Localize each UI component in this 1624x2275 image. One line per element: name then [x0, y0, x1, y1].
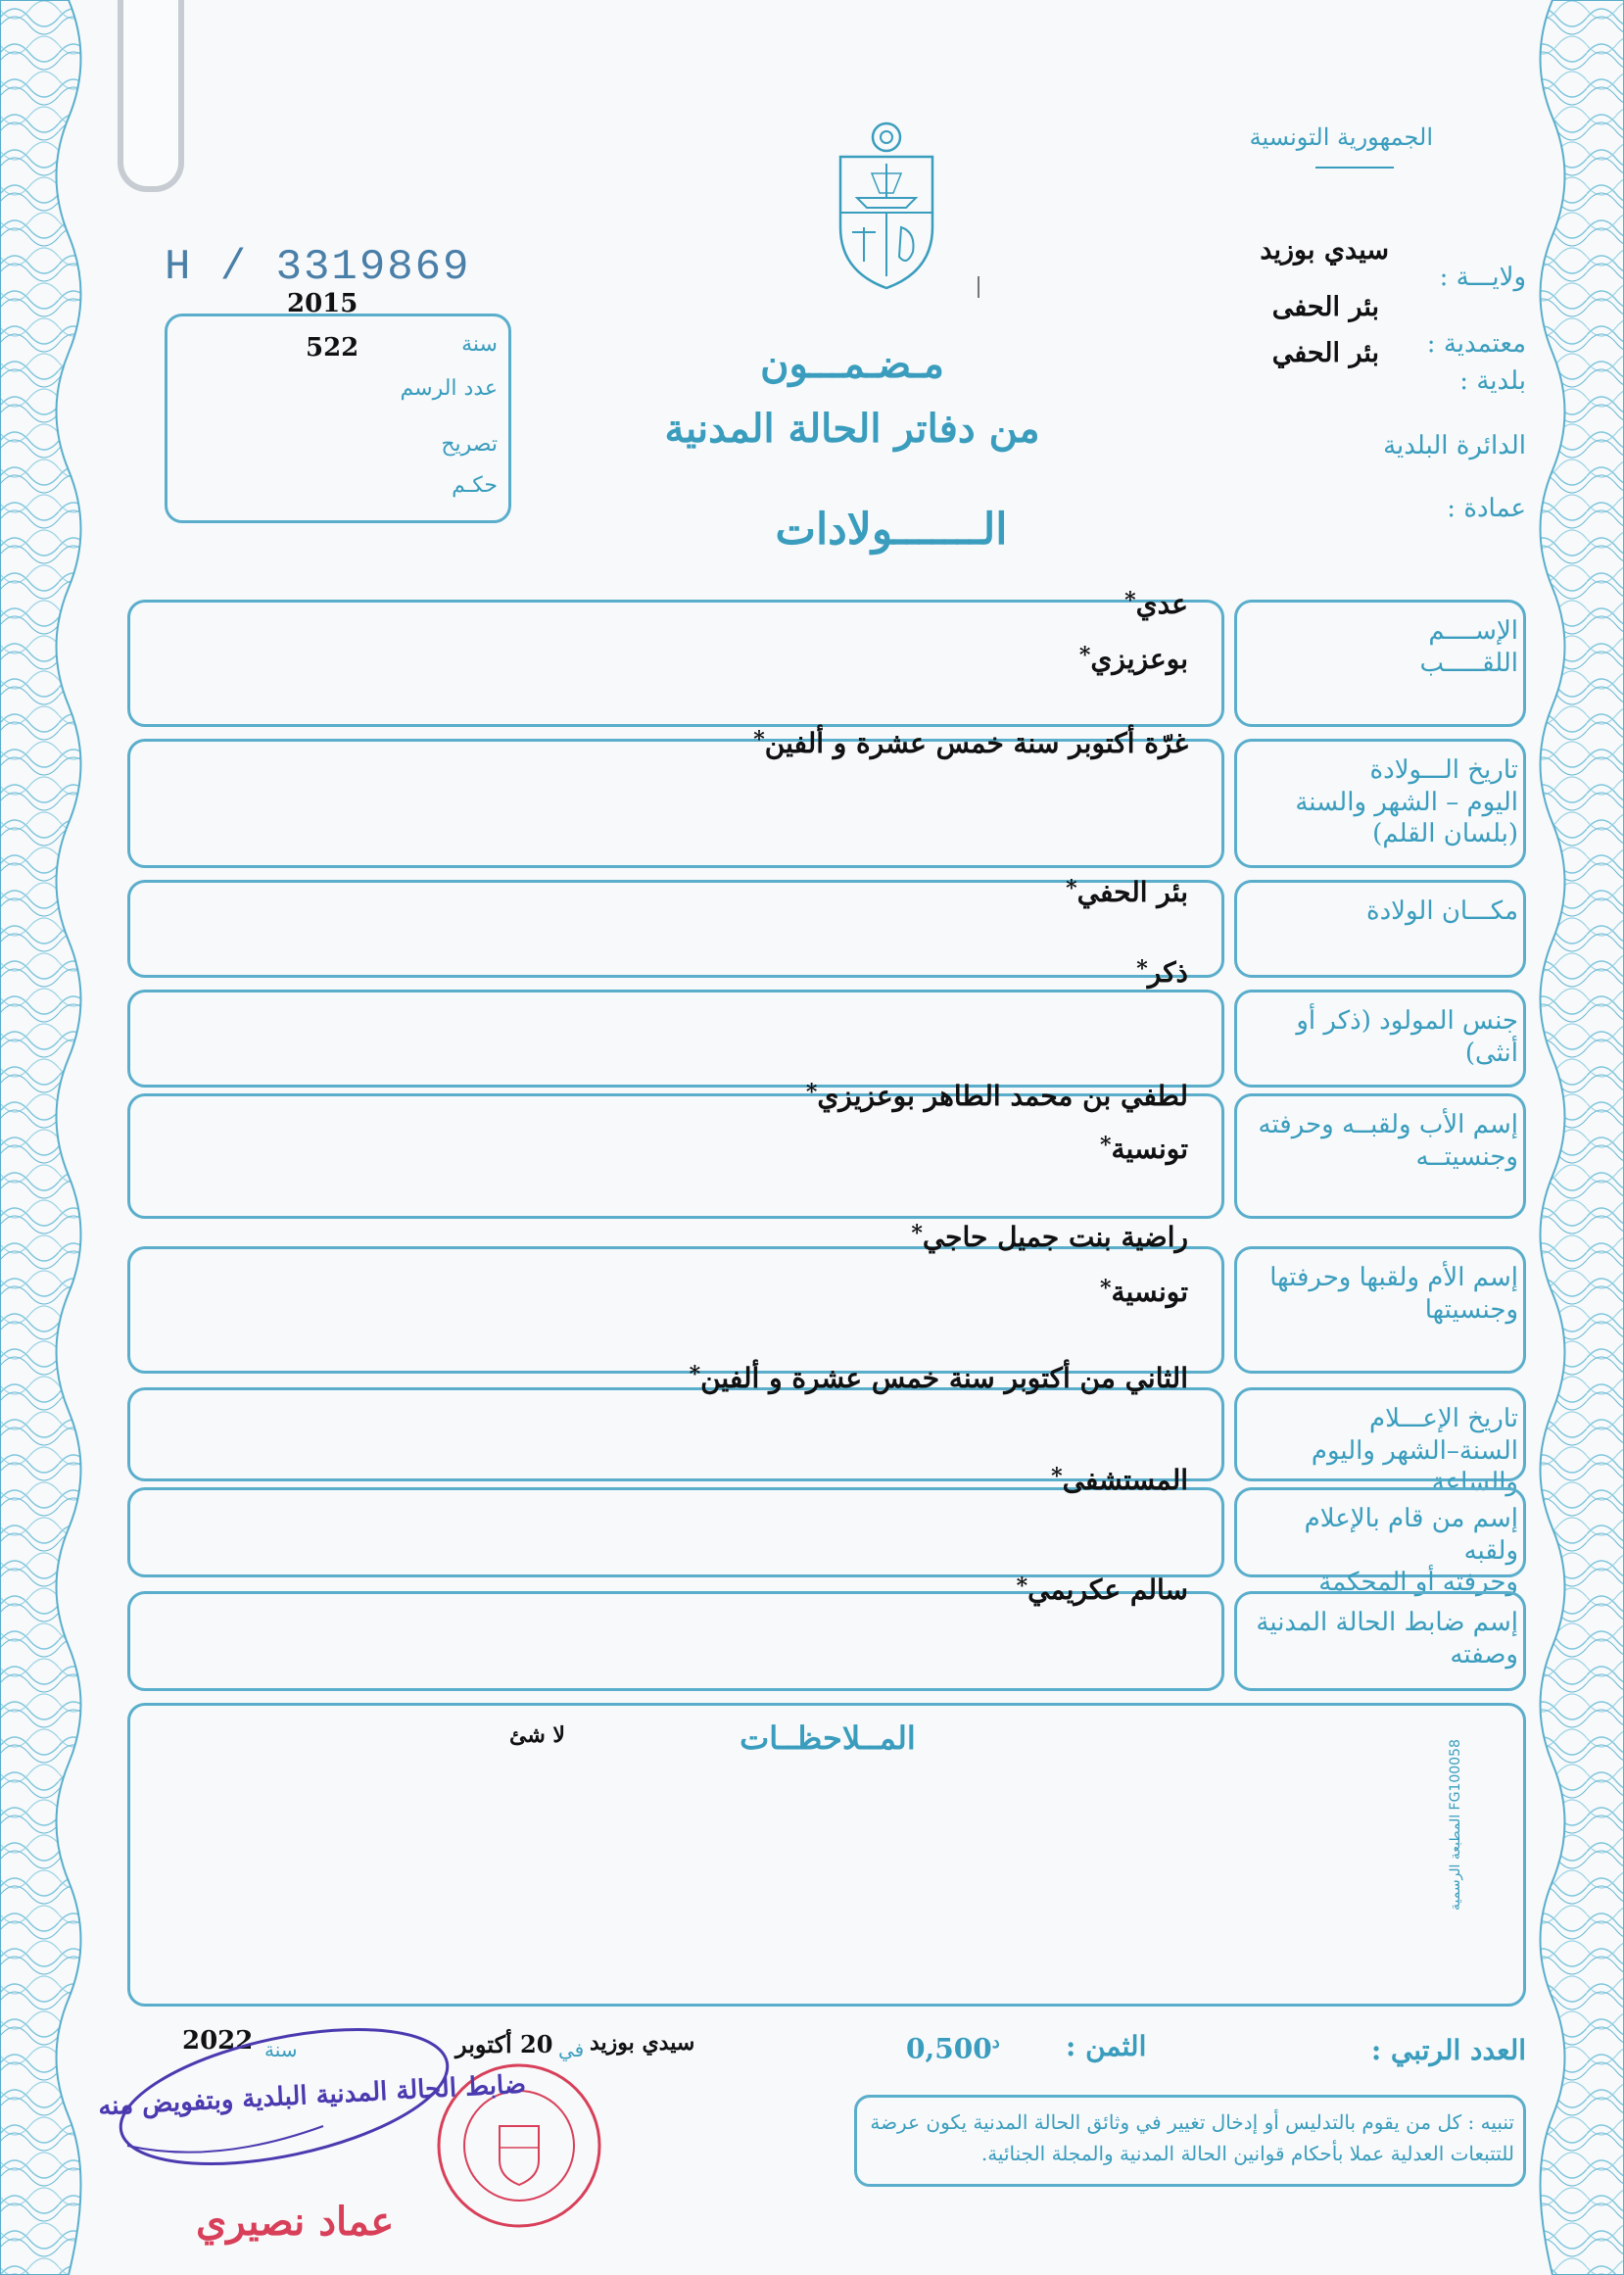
title-civil-registers: من دفاتر الحالة المدنية	[664, 406, 1040, 452]
field-value-text: تونسية	[1111, 1133, 1188, 1165]
field-label-box	[1234, 880, 1526, 978]
issue-year: 2022	[182, 2026, 254, 2056]
asterisk-mark: *	[753, 727, 765, 752]
baladia-label: بلدية :	[1459, 366, 1526, 396]
republic-heading: الجمهورية التونسية	[1249, 123, 1433, 151]
field-value-text: بوعزيزي	[1090, 643, 1188, 675]
wilaya-value: سيدي بوزيد	[1260, 235, 1389, 266]
warning-text: تنبيه : كل من يقوم بالتدليس أو إدخال تغيير في وثائق الحالة المدنية يكون عرضة للتتبعات العدلية عملا بأحكام قوانين الحالة المدنية والمجلة الجنائية.	[870, 2110, 1514, 2165]
field-value-box	[127, 1246, 1224, 1374]
field-value	[911, 1221, 1188, 1253]
field-label: إسم من قام بالإعلام ولقبه وحرفته أو المحكمة	[1304, 1504, 1518, 1597]
register-year-label: سنة	[461, 332, 498, 357]
asterisk-mark: *	[689, 1362, 701, 1387]
field-value-text: راضية بنت جميل حاجي	[922, 1221, 1188, 1253]
field-label: الإســــم اللقـــــب	[1419, 616, 1518, 678]
mootamadia-value: بئر الحفى	[1271, 292, 1379, 322]
stamp-text: ضابط الحالة المدنية البلدية وبتفويض منه	[97, 2069, 527, 2122]
asterisk-mark: *	[1136, 956, 1148, 982]
price-value	[906, 2032, 1000, 2064]
field-label: إسم الأب ولقبــه وحرفته وجنسيتــه	[1258, 1110, 1518, 1172]
field-value-box	[127, 880, 1224, 978]
remarks-label: المــلاحظــات	[740, 1719, 916, 1757]
field-label: جنس المولود (ذكر أو أنثى)	[1296, 1006, 1518, 1068]
price-unit: د	[991, 2032, 1000, 2053]
paperclip	[118, 0, 184, 192]
asterisk-mark: *	[1124, 588, 1136, 613]
field-value	[806, 1080, 1188, 1112]
asterisk-mark: *	[1099, 1276, 1112, 1301]
register-declaration-label: تصريح	[441, 432, 498, 457]
field-value-text: غرّة أكتوبر سنة خمس عشرة و ألفين	[764, 727, 1188, 759]
issue-year-label: سنة	[264, 2038, 298, 2061]
field-value-box	[127, 1487, 1224, 1577]
asterisk-mark: *	[1066, 876, 1077, 901]
field-value-text: عدي	[1135, 588, 1188, 620]
baladia-value: بئر الحفي	[1271, 338, 1379, 368]
asterisk-mark: *	[911, 1221, 923, 1246]
asterisk-mark: *	[1016, 1573, 1028, 1599]
register-number-value: 522	[306, 333, 359, 363]
field-value-text: لطفي بن محمد الطاهر بوعزيزي	[817, 1080, 1188, 1112]
field-value-text: بئر الحفي	[1076, 876, 1188, 908]
field-value	[1051, 1464, 1188, 1496]
serial-year: 2015	[287, 289, 358, 318]
register-judgment-label: حكـم	[452, 473, 498, 498]
field-value-text: الثاني من أكتوبر سنة خمس عشرة و ألفين	[700, 1362, 1188, 1394]
remarks-value: لا شئ	[509, 1722, 565, 1748]
asterisk-mark: *	[1051, 1464, 1063, 1489]
mootamadia-label: معتمدية :	[1426, 329, 1526, 359]
price-label: الثمن :	[1066, 2030, 1147, 2062]
field-value	[1100, 1276, 1188, 1308]
register-number-label: عدد الرسم	[400, 376, 498, 401]
price-amount: 0,500	[906, 2032, 992, 2065]
field-label: تاريخ الإعـــلام السنة–الشهر واليوم والساعة	[1311, 1404, 1518, 1497]
field-value	[1100, 1133, 1188, 1165]
field-label: إسم الأم ولقبها وحرفتها وجنسيتها	[1269, 1263, 1518, 1325]
fold-mark	[978, 276, 979, 298]
field-value-text: سالم عكريمي	[1027, 1573, 1188, 1606]
printer-mark: المطبعة الرسمية FG100058	[1448, 1739, 1463, 1911]
title-madmoun: مـضـمـــون	[760, 341, 944, 387]
field-value	[1079, 643, 1188, 675]
daira-label: الدائرة البلدية	[1383, 431, 1526, 460]
field-value	[1136, 956, 1188, 989]
field-label: تاريخ الـــولادة اليوم – الشهر والسنة (بلسان القلم)	[1295, 755, 1518, 848]
field-value	[753, 727, 1188, 759]
asterisk-mark: *	[1078, 643, 1091, 668]
field-value-box	[127, 1093, 1224, 1219]
asterisk-mark: *	[1099, 1133, 1112, 1158]
republic-divider	[1315, 167, 1394, 169]
issue-date: 20 أكتوبر	[455, 2030, 553, 2058]
signer-name: عماد نصيري	[196, 2199, 395, 2245]
field-value	[690, 1362, 1188, 1394]
field-value-text: ذكر	[1147, 956, 1188, 989]
field-label: إسم ضابط الحالة المدنية وصفته	[1256, 1608, 1518, 1670]
order-number-label: العدد الرتبي :	[1370, 2034, 1526, 2066]
wilaya-label: ولايـــة :	[1439, 263, 1526, 292]
field-value-text: تونسية	[1111, 1276, 1188, 1308]
field-value-box	[127, 990, 1224, 1088]
field-value	[1124, 588, 1188, 620]
field-label: مكـــان الولادة	[1365, 896, 1518, 926]
asterisk-mark: *	[805, 1080, 818, 1105]
field-value-text: المستشفى	[1062, 1464, 1188, 1496]
serial-number: H / 3319869	[165, 243, 471, 292]
issue-in-label: في	[558, 2038, 585, 2061]
omada-label: عمادة :	[1447, 494, 1526, 523]
title-births: الـــــــولادات	[775, 505, 1008, 555]
coat-of-arms-icon	[833, 120, 940, 291]
field-value	[1017, 1573, 1188, 1606]
field-value-box	[127, 600, 1224, 727]
issue-place: سيدي بوزيد	[590, 2030, 695, 2056]
field-value-box	[127, 1591, 1224, 1691]
field-value	[1066, 876, 1188, 908]
